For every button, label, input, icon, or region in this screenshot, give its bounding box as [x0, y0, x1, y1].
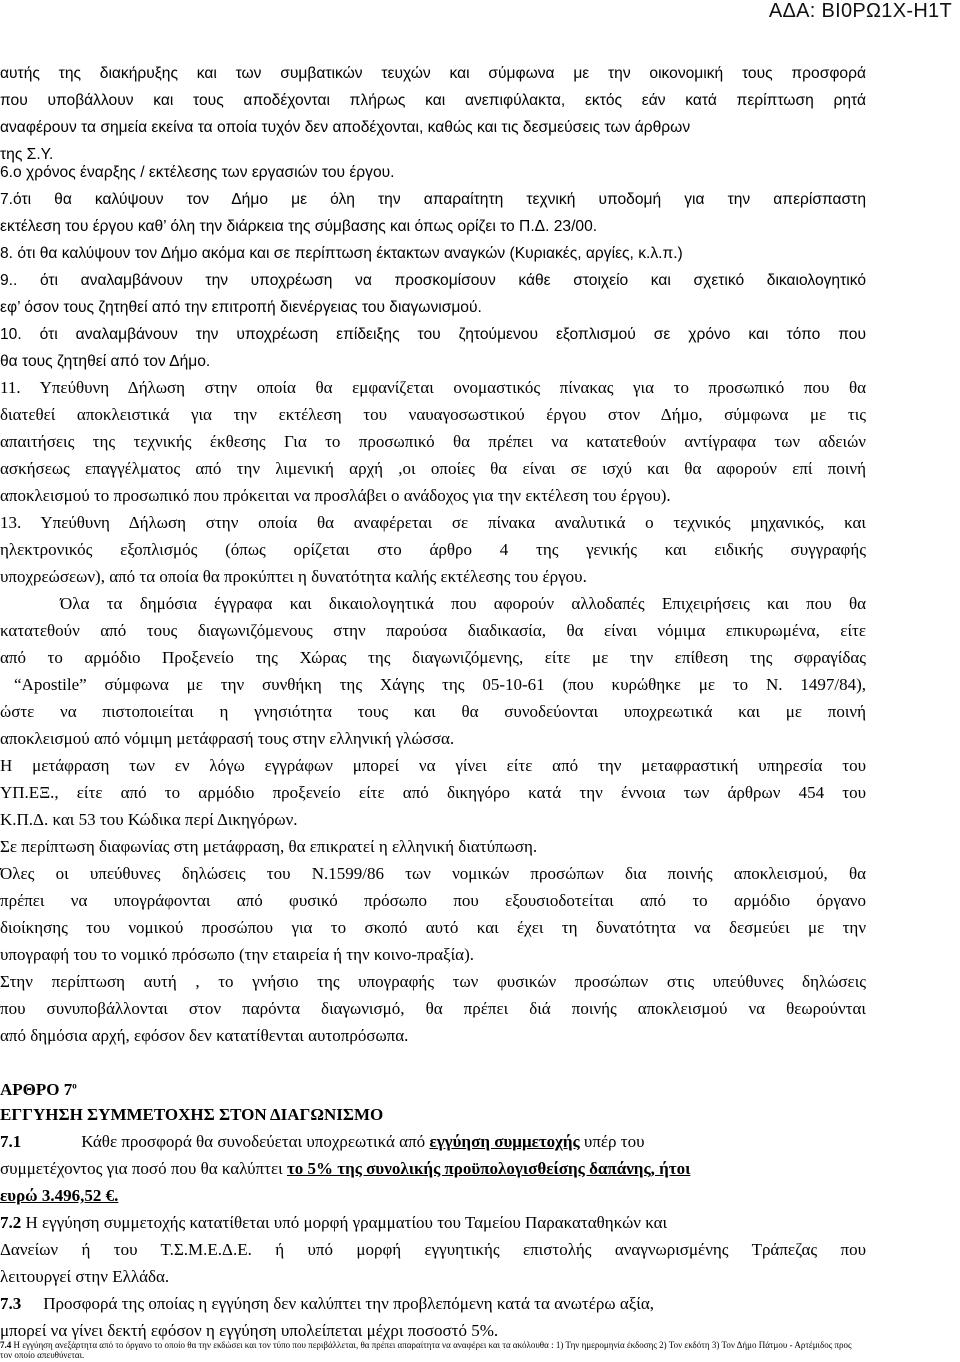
text-line: που συνυποβάλλονται στον παρόντα διαγωνισμό, θα πρέπει διά ποινής αποκλεισμού να θεωρούνται: [0, 999, 866, 1018]
text-line: 11. Υπεύθυνη Δήλωση στην οποία θα εμφανίζεται ονομαστικός πίνακας για το προσωπικό που θα: [0, 378, 866, 397]
paragraph-7-1-amount: ευρώ 3.496,52 €.: [0, 1186, 119, 1205]
text-span: Προσφορά της οποίας η εγγύηση δεν καλύπτει την προβλεπόμενη κατά τα ανωτέρω αξία,: [43, 1294, 655, 1313]
text-span: Η εγγύηση συμμετοχής κατατίθεται υπό μορφή γραμματίου του Ταμείου Παρακαταθηκών και: [25, 1213, 668, 1232]
text-line: ΥΠ.ΕΞ., είτε από το αρμόδιο προξενείο είτε από δικηγόρο κατά την έννοια των άρθρων 454 του: [0, 783, 866, 802]
text-line: που υποβάλλουν και τους αποδέχονται πλήρως και ανεπιφύλακτα, εκτός εάν κατά περίπτωση ρητά: [0, 92, 866, 109]
text-line: από το αρμόδιο Προξενείο της Χώρας της διαγωνιζόμενης, είτε με την επίθεση της σφραγίδας: [0, 648, 866, 667]
text-line: μπορεί να γίνει δεκτή εφόσον η εγγύηση υπολείπεται μέχρι ποσοστό 5%.: [0, 1321, 499, 1340]
paragraph-number: 7.2: [0, 1213, 22, 1232]
list-item: 2) Τον εκδότη: [659, 1340, 712, 1350]
text-span: Η εγγύηση ανεξάρτητα από το όργανο το οποίο θα την εκδώσει και τον τύπο που περιβάλλεται,: [13, 1340, 361, 1350]
text-line: διατεθεί αποκλειστικά για την εκτέλεση του ναυαγοσωστικού έργου στον Δήμο, σύμφωνα με τις: [0, 405, 866, 424]
text-line: Όλα τα δημόσια έγγραφα και δικαιολογητικά που αφορούν αλλοδαπές Επιχειρήσεις και που θα: [60, 594, 866, 613]
text-span: συμμετέχοντος για ποσό που θα καλύπτει: [0, 1159, 283, 1178]
text-line: 9.. ότι αναλαμβάνουν την υποχρέωση να προσκομίσουν κάθε στοιχείο και σχετικό δικαιολογητικό: [0, 272, 866, 289]
text-line: Η μετάφραση των εν λόγω εγγράφων μπορεί να γίνει είτε από την μεταφραστική υπηρεσία του: [0, 756, 866, 775]
text-line: πρέπει να υπογράφονται από φυσικό πρόσωπο που εξουσιοδοτείται από το αρμόδιο όργανο: [0, 891, 866, 910]
text-line: κατατεθούν από τους διαγωνιζόμενους στην παρούσα διαδικασία, θα είναι νόμιμα επικυρωμένα, είτε: [0, 621, 866, 640]
text-line: Όλες οι υπεύθυνες δηλώσεις του Ν.1599/86 των νομικών προσώπων δια ποινής αποκλεισμού, θα: [0, 864, 866, 883]
text-line: Δανείων ή του Τ.Σ.Μ.Ε.Δ.Ε. ή υπό μορφή εγγυητικής επιστολής αναγνωρισμένης Τράπεζας που: [0, 1240, 866, 1259]
paragraph-number: 7.3: [0, 1294, 22, 1313]
text-span: υπέρ του: [583, 1132, 645, 1151]
text-line: 7.ότι θα καλύψουν τον Δήμο με όλη την απαραίτητη τεχνική υποδομή για την απερίσπαστη: [0, 191, 866, 208]
ada-code: ΑΔΑ: ΒΙ0ΡΩ1Χ-Η1Τ: [768, 0, 952, 22]
paragraph-7-3-line1: [0, 1294, 866, 1314]
text-line: 8. ότι θα καλύψουν τον Δήμο ακόμα και σε περίπτωση έκτακτων αναγκών (Κυριακές, αργίες, κ.λ.π.): [0, 245, 683, 262]
text-line: Στην περίπτωση αυτή , το γνήσιο της υπογραφής των φυσικών προσώπων στις υπεύθυνες δηλώσεις: [0, 972, 866, 991]
article-heading: [0, 1080, 866, 1100]
paragraph-number: 7.4: [0, 1340, 14, 1350]
paragraph-7-4-block: [0, 1340, 866, 1360]
text-line: από δημόσια αρχή, εφόσον δεν κατατίθενται αυτοπρόσωπα.: [0, 1026, 409, 1045]
paragraph-7-2-line1: [0, 1213, 866, 1233]
text-line: 10. ότι αναλαμβάνουν την υποχρέωση επίδειξης του ζητούμενου εξοπλισμού σε χρόνο και τόπο που: [0, 326, 866, 343]
text-line: αποκλεισμού το προσωπικό που πρόκειται να προσλάβει ο ανάδοχος για την εκτέλεση του έργου).: [0, 486, 671, 505]
text-span: Κάθε προσφορά θα συνοδεύεται υποχρεωτικά από: [81, 1132, 426, 1151]
text-line: διοίκησης του νομικού προσώπου για το σκοπό αυτό και έχει τη δυνατότητα να δεσμεύει με την: [0, 918, 866, 937]
text-line: υποχρεώσεων), από τα οποία θα προκύπτει η δυνατότητα καλής εκτέλεσης του έργου.: [0, 567, 587, 586]
text-line: αναφέρουν τα σημεία εκείνα τα οποία τυχόν δεν αποδέχονται, καθώς και τις δεσμεύσεις των άρθρων: [0, 119, 691, 136]
article-title: ΕΓΓΥΗΣΗ ΣΥΜΜΕΤΟΧΗΣ ΣΤΟΝ ΔΙΑΓΩΝΙΣΜΟ: [0, 1105, 384, 1124]
text-line: Κ.Π.Δ. και 53 του Κώδικα περί Δικηγόρων.: [0, 810, 298, 829]
text-line: αυτής της διακήρυξης και των συμβατικών τευχών και σύμφωνα με την οικονομική τους προσφορά: [0, 65, 866, 82]
text-line: “Apostile” σύμφωνα με την συνθήκη της Χάγης της 05-10-61 (που κυρώθηκε με το Ν. 1497/84),: [14, 675, 866, 694]
list-item: 1) Την ημερομηνία έκδοσης: [555, 1340, 660, 1350]
paragraph-7-1-line2: [0, 1159, 866, 1179]
list-item: 3) Τον Δήμο Πάτμου - Αρτέμιδος προς τον οποίο απευθύνεται.: [0, 1340, 852, 1360]
text-line: υπογραφή του το νομικό πρόσωπο (την εταιρεία ή την κοινο-πραξία).: [0, 945, 474, 964]
text-line: ηλεκτρονικός εξοπλισμός (όπως ορίζεται στο άρθρο 4 της γενικής και ειδικής συγγραφής: [0, 540, 866, 559]
text-span: θα πρέπει απαραίτητα να αναφέρει και τα ακόλουθα :: [360, 1340, 556, 1350]
text-line: λειτουργεί στην Ελλάδα.: [0, 1267, 170, 1286]
article-ordinal-mark: ο: [72, 1080, 77, 1091]
text-line: 13. Υπεύθυνη Δήλωση στην οποία θα αναφέρεται σε πίνακα αναλυτικά ο τεχνικός μηχανικός, και: [0, 513, 866, 532]
emphasis-text: το 5% της συνολικής προϋπολογισθείσης δαπάνης, ήτοι: [286, 1159, 691, 1178]
text-line: ασκήσεως επαγγέλματος από την λιμενική αρχή ,οι οποίες θα είναι σε ισχύ και θα αφορούν επί ποινή: [0, 459, 866, 478]
paragraph-number: 7.1: [0, 1132, 22, 1151]
text-line: 6.ο χρόνος έναρξης / εκτέλεσης των εργασιών του έργου.: [0, 164, 395, 181]
article-number: ΑΡΘΡΟ 7: [0, 1080, 73, 1099]
text-line: της Σ.Υ.: [0, 146, 54, 163]
text-line: αποκλεισμού από νόμιμη μετάφρασή τους στην ελληνική γλώσσα.: [0, 729, 455, 748]
paragraph-7-1-line1: [0, 1132, 866, 1152]
text-line: απαιτήσεις της τεχνικής έκθεσης Για το προσωπικό θα πρέπει να κατατεθούν αντίγραφα των αδειών: [0, 432, 866, 451]
text-line: εκτέλεση του έργου καθ’ όλη την διάρκεια της σύμβασης και όπως ορίζει το Π.Δ. 23/00.: [0, 218, 598, 235]
emphasis-text: εγγύηση συμμετοχής: [429, 1132, 580, 1151]
text-line: εφ’ όσον τους ζητηθεί από την επιτροπή διενέργειας του διαγωνισμού.: [0, 299, 482, 316]
text-line: ώστε να πιστοποιείται η γνησιότητα τους και θα συνοδεύονται υποχρεωτικά και με ποινή: [0, 702, 866, 721]
text-line: Σε περίπτωση διαφωνίας στη μετάφραση, θα επικρατεί η ελληνική διατύπωση.: [0, 837, 538, 856]
text-line: θα τους ζητηθεί από τον Δήμο.: [0, 353, 211, 370]
